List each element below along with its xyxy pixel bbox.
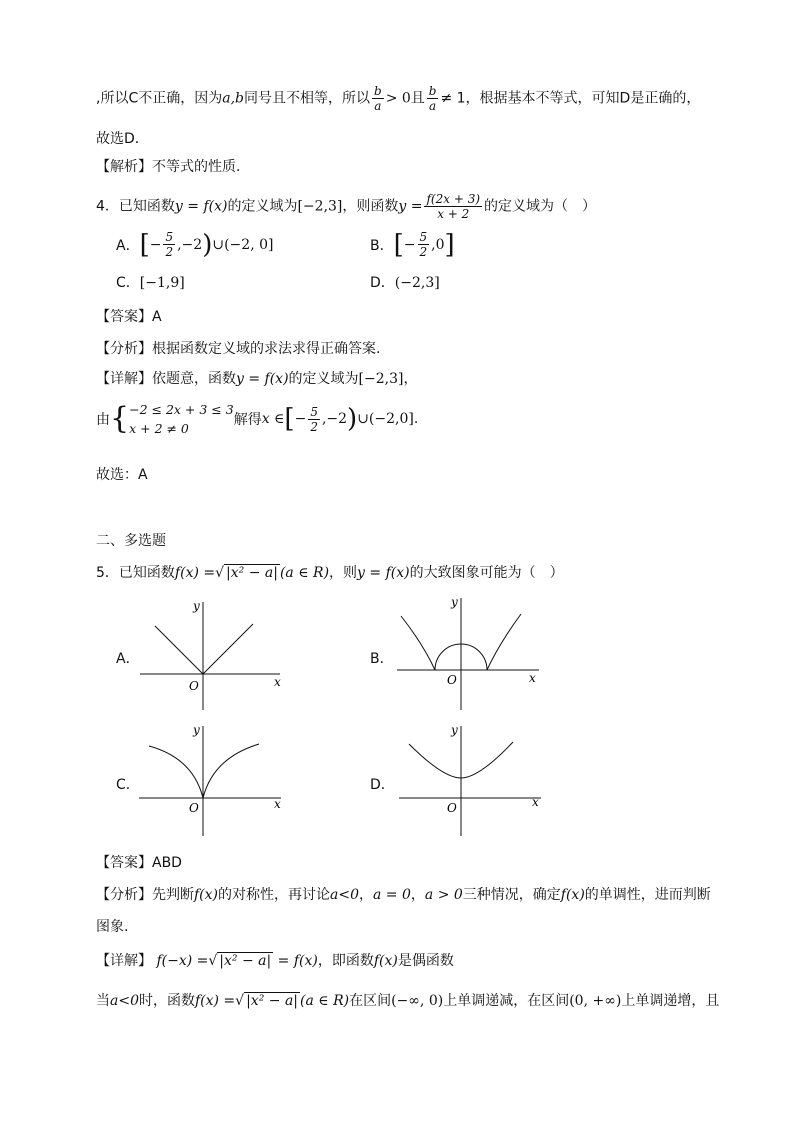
text-line-1: ,所以C不正确，因为a,b同号且不相等，所以 $\frac{b}{a}$ > 0且 $\frac{b}{a}$ ≠ 1，根据基本不等式，可知D是正确的， <box>96 84 701 113</box>
graph-c <box>135 720 285 844</box>
section-heading: 二、多选题 <box>96 533 166 549</box>
question-4-stem: 4．已知函数y = f(x)的定义域为[−2,3]，则函数y = $\frac{f(2x + 3)}{x + 2}$ 的定义域为（ ） <box>96 192 597 221</box>
y-axis-label: y <box>451 595 458 609</box>
graph-c-label: C． <box>116 777 140 793</box>
fraction-b-over-a-2: $\frac{b}{a}$ <box>428 84 437 113</box>
q5-analysis: 【分析】先判断f(x)的对称性，再讨论a<0，a = 0，a > 0三种情况，确定f(x)的单调性，进而判断 <box>96 887 711 903</box>
graph-d <box>395 720 545 844</box>
option-c: C．[−1,9] <box>116 275 185 291</box>
q4-detail: 【详解】依题意，函数y = f(x)的定义域为[−2,3]， <box>96 371 418 387</box>
q4-analysis: 【分析】根据函数定义域的求法求得正确答案. <box>96 341 381 357</box>
y-axis-label: y <box>193 723 200 737</box>
text-line-3: 【解析】不等式的性质． <box>96 159 250 175</box>
q5-last-line: 当a<0时，函数f(x) =√ |x² − a| (a ∈ R)在区间(−∞, 0)上单调递减，在区间(0, +∞)上单调递增，且 <box>96 993 720 1009</box>
y-axis-label: y <box>193 599 200 613</box>
q4-system: 由{ −2 ≤ 2x + 3 ≤ 3 x + 2 ≠ 0 解得x ∈[− $\frac{5}{2}$ ,−2)∪(−2,0]. <box>96 401 419 436</box>
fraction-b-over-a: $\frac{b}{a}$ <box>374 84 382 113</box>
y-axis-label: y <box>451 723 458 737</box>
origin-label: O <box>447 801 457 815</box>
q5-detail: 【详解】 f(−x) =√ |x² − a| = f(x)，即函数f(x)是偶函数 <box>96 953 454 969</box>
q4-choose: 故选：A <box>96 467 148 483</box>
x-axis-label: x <box>532 795 539 809</box>
x-axis-label: x <box>529 671 536 685</box>
graph-a <box>135 598 285 718</box>
q4-answer: 【答案】A <box>96 309 162 325</box>
x-axis-label: x <box>274 675 281 689</box>
question-5-stem: 5．已知函数f(x) =√ |x² − a| (a ∈ R)，则y = f(x)的大致图象可能为（ ） <box>96 565 564 581</box>
q5-answer: 【答案】ABD <box>96 855 182 871</box>
graph-d-label: D． <box>370 777 395 793</box>
x-axis-label: x <box>274 797 281 811</box>
fraction-f2x3-over-x2: $\frac{f(2x + 3)}{x + 2}$ <box>426 192 481 221</box>
q5-analysis-cont: 图象. <box>96 919 129 935</box>
option-a: A． [ − $\frac{5}{2}$ ,−2 ) ∪(−2, 0] <box>116 229 274 260</box>
graph-b <box>395 594 545 718</box>
origin-label: O <box>189 679 199 693</box>
option-d: D．(−2,3] <box>370 275 440 291</box>
text-line-2: 故选D． <box>96 131 149 147</box>
origin-label: O <box>447 673 457 687</box>
option-b: B． [ − $\frac{5}{2}$ ,0 ] <box>370 229 455 260</box>
graph-b-label: B． <box>370 651 394 667</box>
origin-label: O <box>189 801 199 815</box>
graph-a-label: A． <box>116 651 140 667</box>
